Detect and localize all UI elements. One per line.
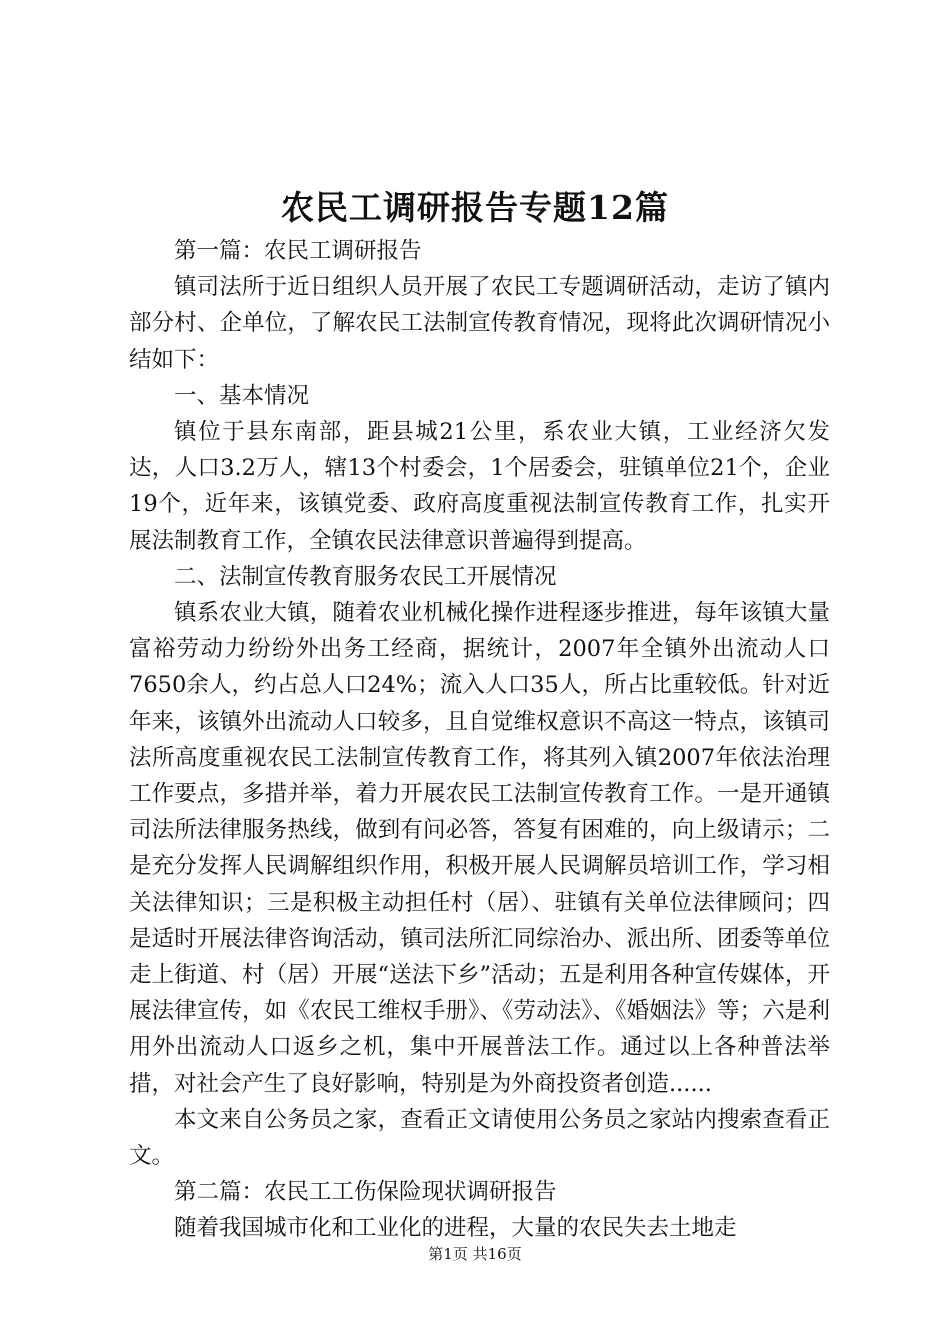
paragraph: 镇位于县东南部，距县城21公里，系农业大镇，工业经济欠发达，人口3.2万人，辖13个村委会，1个居委会，驻镇单位21个，企业19个，近年来，该镇党委、政府高度重视法制宣传教育工作，扎实开展法制教育工作，全镇农民法律意识普遍得到提高。 xyxy=(129,419,830,554)
paragraph: 本文来自公务员之家，查看正文请使用公务员之家站内搜索查看正文。 xyxy=(129,1106,830,1170)
paragraph: 随着我国城市化和工业化的进程，大量的农民失去土地走 xyxy=(174,1215,737,1242)
section-heading: 第一篇：农民工调研报告 xyxy=(174,238,422,264)
section-heading: 二、法制宣传教育服务农民工开展情况 xyxy=(174,563,557,590)
document-body xyxy=(129,233,830,1247)
page-footer: 第1页 共16页 xyxy=(428,1245,522,1263)
section-heading: 第二篇：农民工工伤保险现状调研报告 xyxy=(174,1179,557,1206)
document-title: 农民工调研报告专题12篇 xyxy=(281,188,669,227)
paragraph: 镇系农业大镇，随着农业机械化操作进程逐步推进，每年该镇大量富裕劳动力纷纷外出务工经商，据统计，2007年全镇外出流动人口7650余人，约占总人口24%；流入人口35人，所占比重较低。针对近年来，该镇外出流动人口较多，且自觉维权意识不高这一特点，该镇司法所高度重视农民工法制宣传教育工作，将其列入镇2007年依法治理工作要点，多措并举，着力开展农民工法制宣传教育工作。一是开通镇司法所法律服务热线，做到有问必答，答复有困难的，向上级请示；二是充分发挥人民调解组织作用，积极开展人民调解员培训工作，学习相关法律知识；三是积极主动担任村（居）、驻镇有关单位法律顾问；四是适时开展法律咨询活动，镇司法所汇同综治办、派出所、团委等单位走上街道、村（居）开展“送法下乡”活动；五是利用各种宣传媒体，开展法律宣传，如《农民工维权手册》、《劳动法》、《婚姻法》等；六是利用外出流动人口返乡之机，集中开展普法工作。通过以上各种普法举措，对社会产生了良好影响，特别是为外商投资者创造...... xyxy=(129,600,830,1097)
paragraph: 镇司法所于近日组织人员开展了农民工专题调研活动，走访了镇内部分村、企单位，了解农民工法制宣传教育情况，现将此次调研情况小结如下： xyxy=(129,274,830,373)
section-heading: 一、基本情况 xyxy=(174,382,310,409)
